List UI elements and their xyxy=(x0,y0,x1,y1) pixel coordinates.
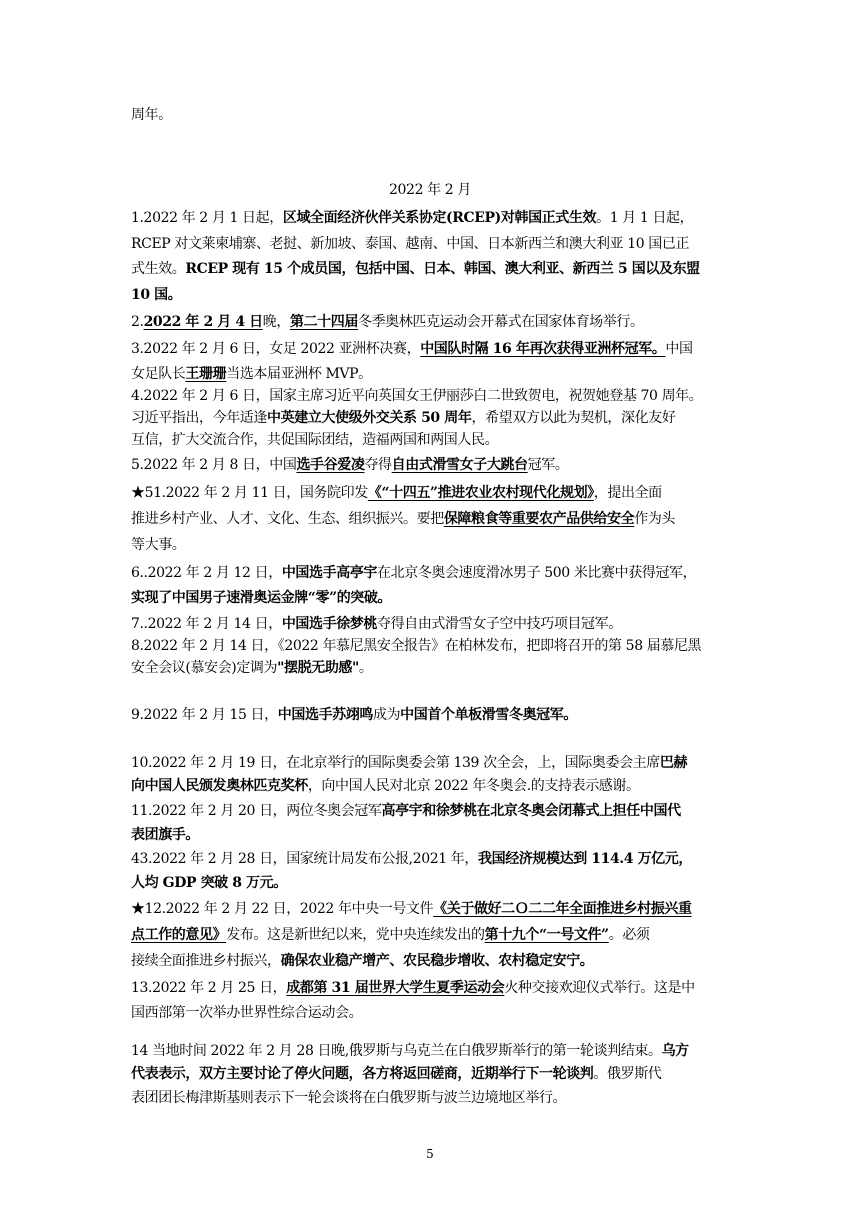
bold-text: 中国选手高亭宇 xyxy=(281,565,378,581)
text-line xyxy=(131,563,731,583)
text-line xyxy=(131,825,731,845)
text-line xyxy=(131,873,731,893)
text-span: 夺得自由式滑雪女子空中技巧项目冠军。 xyxy=(377,616,622,632)
bold-text: 区域全面经济伙伴关系协定(RCEP)对韩国正式生效 xyxy=(282,210,597,226)
text-span: 6..2022 年 2 月 12 日， xyxy=(131,565,282,581)
emphasized-text: 自由式滑雪女子大跳台 xyxy=(391,457,528,473)
text-span: 。 xyxy=(358,660,373,676)
text-line xyxy=(131,1003,731,1023)
text-span: 。1 月 1 日起， xyxy=(596,210,694,226)
text-line xyxy=(131,1041,731,1061)
text-span: ，希望双方以此为契机，深化友好 xyxy=(471,410,676,426)
emphasized-text: 2022 年 2 月 4 日 xyxy=(143,314,263,330)
bold-text: 我国经济规模达到 114.4 万亿元， xyxy=(478,851,692,867)
text-line xyxy=(131,801,731,821)
text-span: 在北京冬奥会速度滑冰男子 500 米比赛中获得冠军， xyxy=(377,565,697,581)
text-line xyxy=(131,705,731,725)
text-span: 表团团长梅津斯基则表示下一轮会谈将在白俄罗斯与波兰边境地区举行。 xyxy=(131,1090,567,1106)
text-span: 作为头 xyxy=(634,511,676,527)
text-span: 9.2022 年 2 月 15 日， xyxy=(131,707,278,723)
text-line xyxy=(131,1088,731,1108)
text-line xyxy=(131,849,731,869)
text-line xyxy=(131,1064,731,1084)
text-span: ，提出全面 xyxy=(593,485,662,501)
text-line xyxy=(131,658,731,678)
text-span: 。必须 xyxy=(608,927,650,943)
bold-text: 高亭宇和徐梦桃在北京冬奥会闭幕式上担任中国代 xyxy=(381,803,681,819)
emphasized-text: 点工作的意见》 xyxy=(131,927,227,943)
text-line xyxy=(131,339,731,359)
text-span: 夺得 xyxy=(364,457,392,473)
text-span: 式生效。 xyxy=(131,261,186,277)
bold-text: 中国首个单板滑雪冬奥冠军。 xyxy=(400,707,577,723)
emphasized-text: 保障粮食等重要农产品供给安全 xyxy=(443,511,635,527)
text-line xyxy=(131,776,731,796)
text-line xyxy=(131,951,731,971)
emphasized-text: 《“十四五”推进农业农村现代化规划》 xyxy=(367,485,594,501)
text-line xyxy=(131,509,731,529)
bold-text: 中国选手徐梦桃 xyxy=(281,616,378,632)
bold-text: RCEP 现有 15 个成员国，包括中国、日本、韩国、澳大利亚、新西兰 5 国以及东盟 xyxy=(185,261,700,277)
text-span: 当选本届亚洲杯 MVP。 xyxy=(226,366,372,382)
text-line xyxy=(131,234,731,254)
bold-text: 实现了中国男子速滑奥运金牌“零”的突破。 xyxy=(131,590,392,606)
bold-text: 人均 GDP 突破 8 万元。 xyxy=(131,875,287,891)
text-line xyxy=(131,259,731,279)
bold-text: 10 国。 xyxy=(131,287,182,303)
text-span: 习近平指出，今年适逢 xyxy=(131,410,267,426)
emphasized-text: 成都第 31 届世界大学生夏季运动会 xyxy=(286,980,505,996)
text-line xyxy=(131,386,731,406)
text-span: 4.2022 年 2 月 6 日，国家主席习近平向英国女王伊丽莎白二世致贺电，祝贺她登基 70 周年。 xyxy=(131,388,703,404)
text-span: 晚， xyxy=(262,314,290,330)
text-line xyxy=(131,312,731,332)
text-span: 3.2022 年 2 月 6 日，女足 2022 亚洲杯决赛， xyxy=(131,341,421,357)
text-line xyxy=(131,535,731,555)
bold-text: 中国选手苏翊鸣 xyxy=(277,707,373,723)
text-span: 成为 xyxy=(372,707,401,723)
text-span: 发布。这是新世纪以来，党中央连续发出的 xyxy=(226,927,485,943)
text-line xyxy=(131,588,731,608)
text-span: 互信，扩大交流合作，共促国际团结，造福两国和两国人民。 xyxy=(131,432,499,448)
bold-text: 确保农业稳产增产、农民稳步增收、农村稳定安宁。 xyxy=(280,953,594,969)
text-span: 43.2022 年 2 月 28 日，国家统计局发布公报,2021 年， xyxy=(131,851,478,867)
text-span: RCEP 对文莱柬埔寨、老挝、新加坡、泰国、越南、中国、日本新西兰和澳大利亚 10 国已正 xyxy=(131,236,690,252)
text-span: 2. xyxy=(131,314,144,330)
text-span: 女足队长 xyxy=(131,366,186,382)
bold-text: 巴赫 xyxy=(659,755,688,771)
section-heading xyxy=(0,180,860,200)
page-number: 5 xyxy=(426,1147,434,1161)
text-line xyxy=(131,285,731,305)
text-span: 2022 年 2 月 xyxy=(389,182,471,198)
text-span: 11.2022 年 2 月 20 日，两位冬奥会冠军 xyxy=(131,803,382,819)
text-span: 冬季奥林匹克运动会开幕式在国家体育场举行。 xyxy=(357,314,644,330)
text-span: ，向中国人民对北京 2022 年冬奥会.的支持表示感谢。 xyxy=(307,778,640,794)
text-span: 5.2022 年 2 月 8 日，中国 xyxy=(131,457,297,473)
text-line xyxy=(131,636,731,656)
emphasized-text: 第二十四届 xyxy=(289,314,358,330)
text-span: 中国 xyxy=(665,341,693,357)
text-span: 等大事。 xyxy=(131,537,186,553)
text-line xyxy=(131,364,731,384)
text-line xyxy=(131,105,731,125)
text-line xyxy=(131,430,731,450)
text-line xyxy=(131,925,731,945)
text-line xyxy=(131,408,731,428)
text-line xyxy=(131,753,731,773)
bold-text: "摆脱无助感" xyxy=(277,660,359,676)
text-span: 安全会议(慕安会)定调为 xyxy=(131,660,278,676)
text-span: 7..2022 年 2 月 14 日， xyxy=(131,616,282,632)
text-line xyxy=(131,455,731,475)
text-span: 14 当地时间 2022 年 2 月 28 日晚,俄罗斯与乌克兰在白俄罗斯举行的第一轮谈判结束。 xyxy=(131,1043,662,1059)
text-line xyxy=(131,483,731,503)
text-span: 8.2022 年 2 月 14 日，《2022 年慕尼黑安全报告》在柏林发布，把即将召开的第 58 届慕尼黑 xyxy=(131,638,702,654)
text-span: ★12.2022 年 2 月 22 日，2022 年中央一号文件 xyxy=(131,901,434,917)
bold-text: 表团旗手。 xyxy=(131,827,199,843)
bold-text: 乌方 xyxy=(661,1043,689,1059)
text-span: 推进乡村产业、人才、文化、生态、组织振兴。要把 xyxy=(131,511,444,527)
emphasized-text: 第十九个“一号文件” xyxy=(484,927,609,943)
text-span: 1.2022 年 2 月 1 日起， xyxy=(131,210,283,226)
bold-text: 中英建立大使级外交关系 50 周年 xyxy=(267,410,472,426)
text-line xyxy=(131,899,731,919)
text-line xyxy=(131,614,731,634)
emphasized-text: 选手谷爱凌 xyxy=(296,457,365,473)
emphasized-text: 《关于做好二Ｏ二二年全面推进乡村振兴重 xyxy=(433,901,692,917)
emphasized-text: 王珊珊 xyxy=(185,366,227,382)
text-span: 10.2022 年 2 月 19 日，在北京举行的国际奥委会第 139 次全会，上，国际奥委会主席 xyxy=(131,755,660,771)
text-line xyxy=(131,978,731,998)
text-span: ★51.2022 年 2 月 11 日，国务院印发 xyxy=(131,485,368,501)
text-span: 国西部第一次举办世界性综合运动会。 xyxy=(131,1005,363,1021)
text-span: 。俄罗斯代 xyxy=(593,1066,662,1082)
emphasized-text: 中国队时隔 16 年再次获得亚洲杯冠军。 xyxy=(420,341,666,357)
text-line xyxy=(131,208,731,228)
bold-text: 向中国人民颁发奥林匹克奖杯 xyxy=(131,778,308,794)
text-span: 接续全面推进乡村振兴， xyxy=(131,953,281,969)
text-span: 冠军。 xyxy=(527,457,569,473)
text-span: 火种交接欢迎仪式举行。这是中 xyxy=(504,980,695,996)
text-span: 周年。 xyxy=(131,107,172,123)
bold-text: 代表表示，双方主要讨论了停火问题，各方将返回磋商，近期举行下一轮谈判 xyxy=(131,1066,594,1082)
text-span: 13.2022 年 2 月 25 日， xyxy=(131,980,287,996)
